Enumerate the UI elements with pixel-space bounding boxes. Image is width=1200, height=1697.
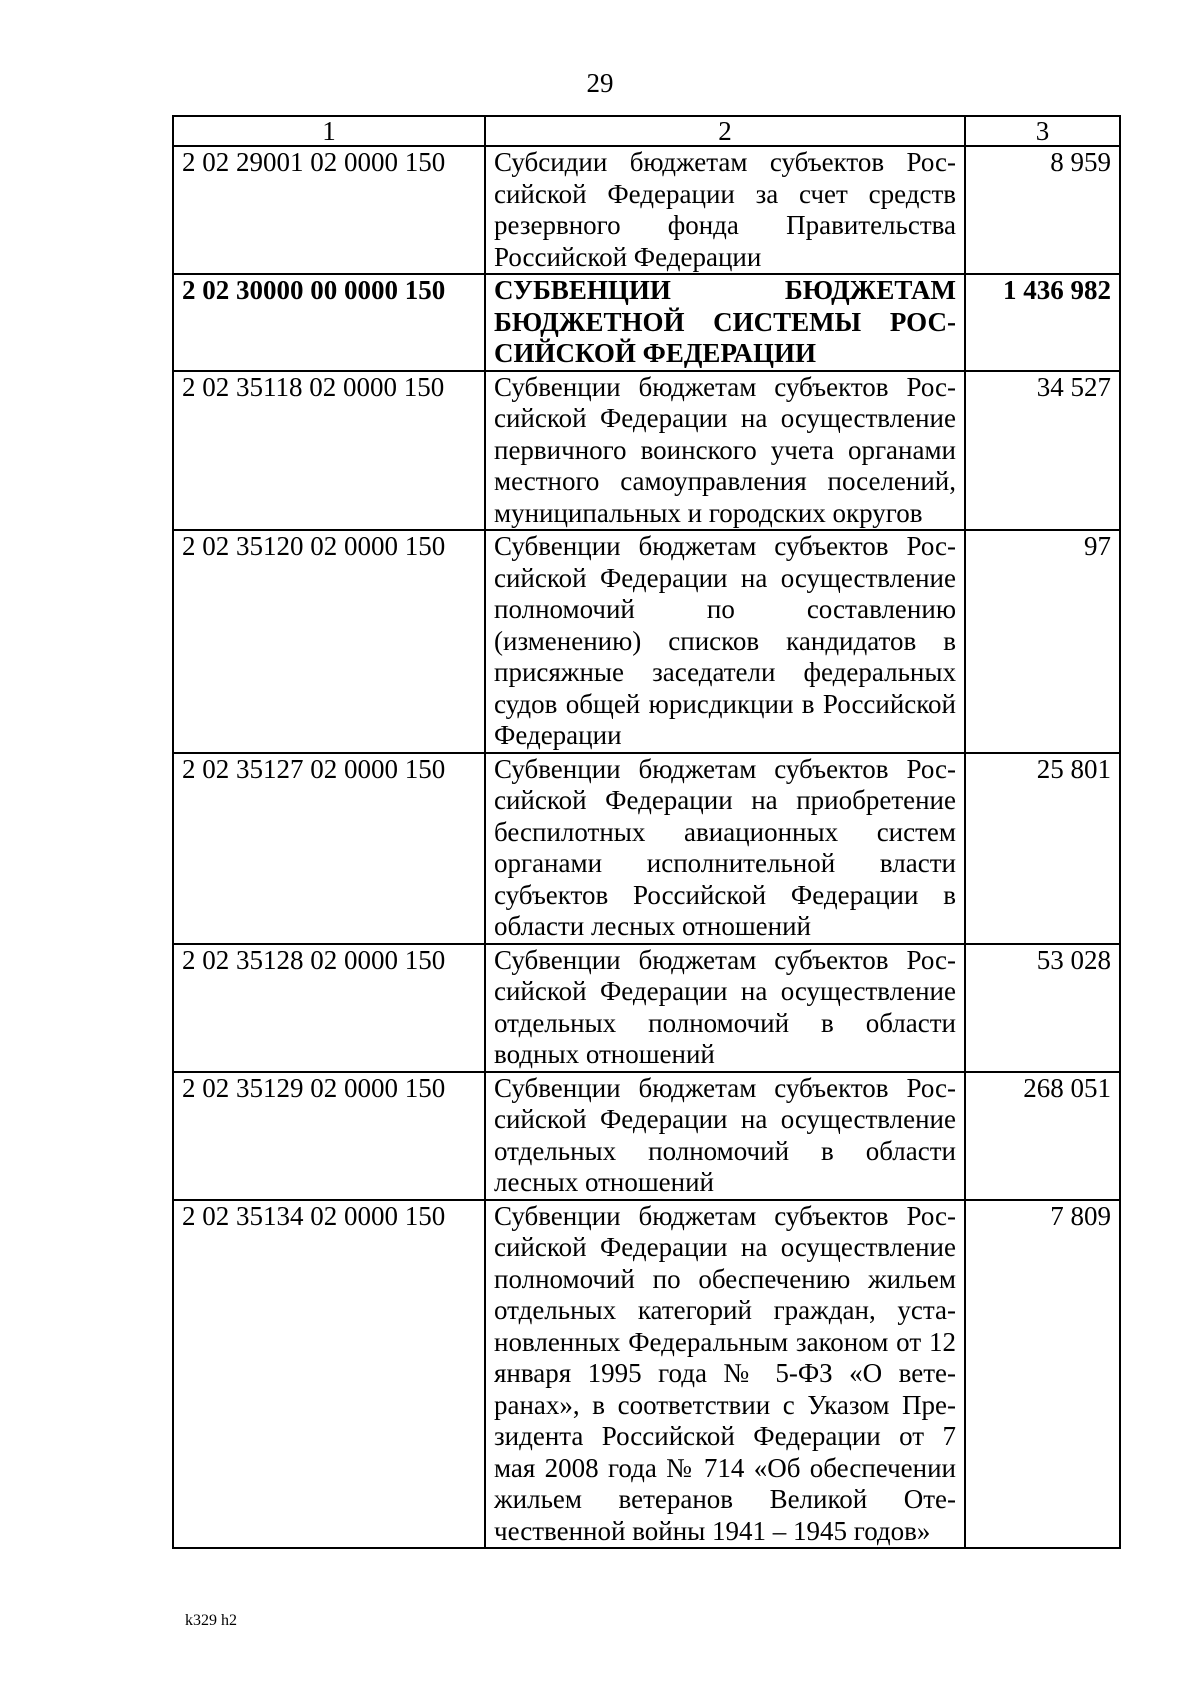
table-row-section-total — [173, 274, 1120, 371]
budget-code-cell: 2 02 30000 00 0000 150 — [173, 274, 485, 371]
budget-code-cell: 2 02 35120 02 0000 150 — [173, 530, 485, 753]
column-header-code: 1 — [173, 116, 485, 146]
column-header-amount: 3 — [965, 116, 1120, 146]
column-header-description: 2 — [485, 116, 965, 146]
amount-cell: 8 959 — [965, 146, 1120, 274]
amount-cell: 97 — [965, 530, 1120, 753]
table-row — [173, 146, 1120, 274]
amount-cell: 25 801 — [965, 753, 1120, 944]
amount-cell: 34 527 — [965, 371, 1120, 531]
description-cell: Субвенции бюджетам субъектов Российской Федерации на осуществление полномочий по обеспечению жильем отдельных категорий граждан, установленных Федеральным законом от 12 января 1995 года № 5-ФЗ «О ветеранах», в соответствии с Указом Президента Российской Федерации от 7 мая 2008 года № 714 «Об обеспечении жильем ветеранов Великой Отечественной войны 1941 – 1945 годов» — [485, 1200, 965, 1549]
amount-cell: 53 028 — [965, 944, 1120, 1072]
budget-code-cell: 2 02 35129 02 0000 150 — [173, 1072, 485, 1200]
table-row — [173, 371, 1120, 531]
amount-cell: 268 051 — [965, 1072, 1120, 1200]
budget-code-cell: 2 02 35118 02 0000 150 — [173, 371, 485, 531]
budget-code-cell: 2 02 35134 02 0000 150 — [173, 1200, 485, 1549]
budget-code-cell: 2 02 35127 02 0000 150 — [173, 753, 485, 944]
budget-code-cell: 2 02 35128 02 0000 150 — [173, 944, 485, 1072]
table-row — [173, 753, 1120, 944]
description-cell: Субвенции бюджетам субъектов Российской Федерации на осуществление отдельных полномочий в области лесных отношений — [485, 1072, 965, 1200]
table-row — [173, 1200, 1120, 1549]
description-cell: Субвенции бюджетам субъектов Российской Федерации на осуществление первичного воинского учета органами местного самоуправления поселений, муниципальных и городских округов — [485, 371, 965, 531]
budget-table — [172, 115, 1121, 1549]
description-cell: СУБВЕНЦИИ БЮДЖЕТАМ БЮДЖЕТНОЙ СИСТЕМЫ РОССИЙСКОЙ ФЕДЕРАЦИИ — [485, 274, 965, 371]
budget-code-cell: 2 02 29001 02 0000 150 — [173, 146, 485, 274]
description-cell: Субвенции бюджетам субъектов Российской Федерации на осуществление полномочий по составлению (изменению) списков кандидатов в присяжные заседатели федеральных судов общей юрисдикции в Российской Федерации — [485, 530, 965, 753]
table-row — [173, 530, 1120, 753]
document-footer-code: k329 h2 — [185, 1612, 237, 1629]
description-cell: Субвенции бюджетам субъектов Российской Федерации на приобретение беспилотных авиационных систем органами исполнительной власти субъектов Российской Федерации в области лесных отношений — [485, 753, 965, 944]
page-number: 29 — [586, 68, 614, 98]
description-cell: Субвенции бюджетам субъектов Российской Федерации на осуществление отдельных полномочий в области водных отношений — [485, 944, 965, 1072]
amount-cell: 1 436 982 — [965, 274, 1120, 371]
amount-cell: 7 809 — [965, 1200, 1120, 1549]
description-cell: Субсидии бюджетам субъектов Российской Федерации за счет средств резервного фонда Правительства Российской Федерации — [485, 146, 965, 274]
table-row — [173, 1072, 1120, 1200]
table-header-row — [173, 116, 1120, 146]
table-row — [173, 944, 1120, 1072]
